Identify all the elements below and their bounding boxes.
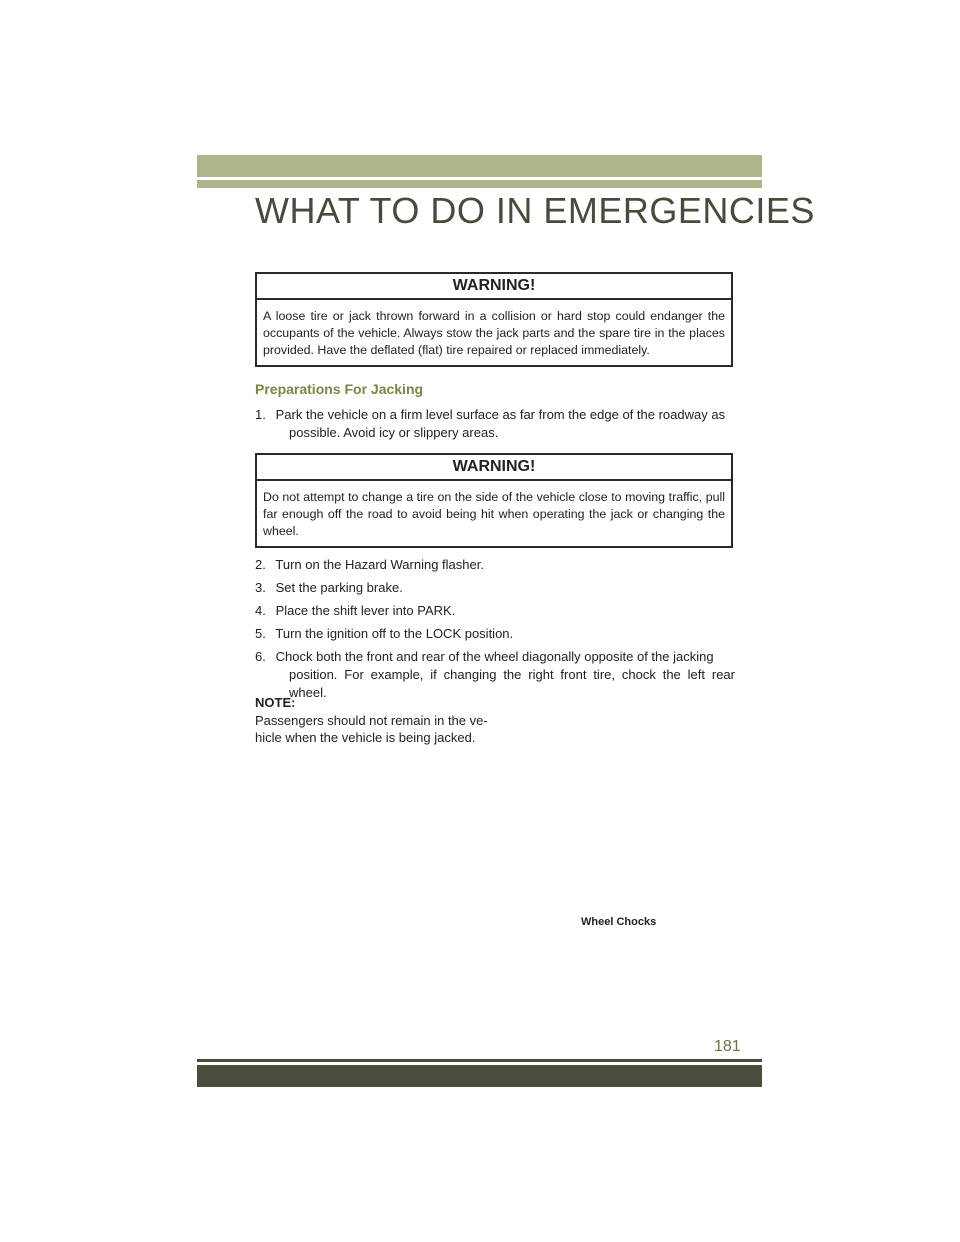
note-text [255,712,505,746]
step-text-continued: position. For example, if changing the right front tire, chock the left rear wheel. [289,667,735,700]
note-line-1: Passengers should not remain in the ve- [255,713,488,728]
page-title: WHAT TO DO IN EMERGENCIES [255,190,815,231]
step-6 [255,648,735,702]
step-number: 4. [255,603,266,618]
footer-band [197,1065,762,1087]
step-1 [255,406,735,442]
step-5 [255,625,735,643]
step-3 [255,579,735,597]
step-text: Chock both the front and rear of the wheel diagonally opposite of the jacking [275,649,714,664]
warning-heading: WARNING! [257,455,731,481]
note-line-2: hicle when the vehicle is being jacked. [255,730,476,745]
step-text: Place the shift lever into PARK. [275,603,456,618]
step-2 [255,556,735,574]
step-number: 6. [255,649,266,664]
warning-box-traffic [255,453,733,548]
footer-rule [197,1059,762,1062]
step-text: Set the parking brake. [275,580,403,595]
figure-caption: Wheel Chocks [581,916,657,928]
warning-heading: WARNING! [257,274,731,300]
step-text-continued: possible. Avoid icy or slippery areas. [289,425,499,440]
step-text: Turn on the Hazard Warning flasher. [275,557,484,572]
warning-box-stow [255,272,733,367]
header-rule [197,180,762,188]
warning-body: Do not attempt to change a tire on the side of the vehicle close to moving traffic, pull far enough off the road to avoid being hit when operating the jack or changing the wheel. [263,490,725,538]
note-label: NOTE: [255,695,296,710]
step-number: 5. [255,626,266,641]
step-number: 1. [255,407,266,422]
step-number: 2. [255,557,266,572]
step-text: Park the vehicle on a firm level surface as far from the edge of the roadway as [275,407,726,422]
step-4 [255,602,735,620]
header-band [197,155,762,177]
step-number: 3. [255,580,266,595]
section-heading: Preparations For Jacking [255,381,424,397]
warning-body: A loose tire or jack thrown forward in a collision or hard stop could endanger the occupants of the vehicle. Always stow the jack parts and the spare tire in the places provided. Have the deflated (flat) tire repaired or replaced immediately. [263,309,725,357]
step-text: Turn the ignition off to the LOCK position. [275,626,514,641]
page-number: 181 [714,1038,741,1055]
